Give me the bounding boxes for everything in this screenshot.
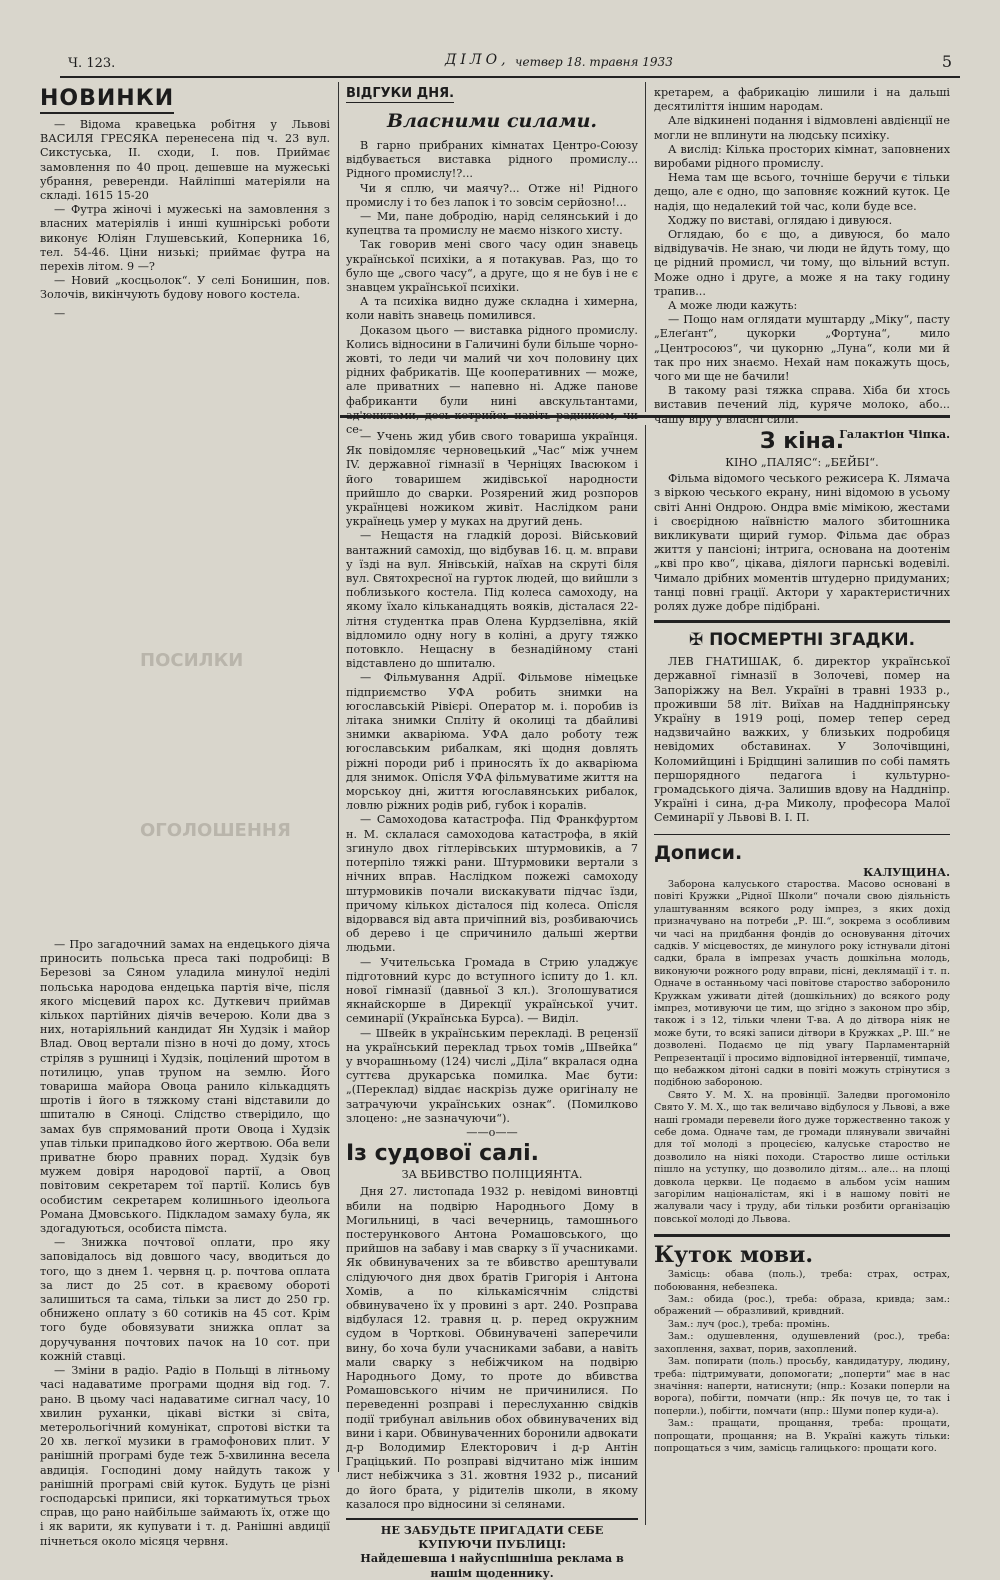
language-corner (654, 1234, 950, 1455)
commentary-section (346, 86, 638, 437)
article-paragraph: — Пощо нам оглядати муштарду „Міку“, пасту „Елеґант“, цукорки „Фортуна“, мило „Центросоюз“, чи цукорню „Луна“, коли ми й так про них знаємо. Нехай нам покажуть щось, чого ми ще не бачили! (654, 313, 950, 384)
issue-number: Ч. 123. (68, 56, 116, 71)
language-entry: Зам.: обида (рос.), треба: образа, кривда; зам.: ображений — образливий, кривдний. (654, 1294, 950, 1318)
show-through-text: ПОСИЛКИ (140, 650, 244, 671)
section-title: НОВИНКИ (40, 86, 174, 114)
article-paragraph: Ходжу по виставі, оглядаю і дивуюся. (668, 213, 893, 227)
news-section-lower (40, 938, 330, 1549)
news-section (40, 86, 330, 321)
show-through-text: ОГОЛОШЕННЯ (140, 820, 291, 841)
court-headline: Із судової салі. (346, 1141, 540, 1167)
article-paragraph: Нема там ще всього, точніше беручи є тільки дещо, але є одно, що заповняє кожний куток. Це надія, що недалекий той час, коли буде все. (654, 171, 950, 213)
news-item: — Знижка почтової оплати, про яку заповідалось від довшого часу, вводиться до того, що з днем 1. червня ц. р. почтова оплата за лист до 25 сот. в краєвому обороті залишиться та сама, тільки за лист до 250 гр. обнижено оплату з 60 сотиків на 45 сот. Крім того буде обовязувати знижка оплат за доручування почтових пачок на 10 сот. при кожній ставці. (40, 1236, 330, 1363)
separator-dash: — (54, 306, 66, 320)
news-item: — Новий „косцьолок“. У селі Бонишин, пов. Золочів, викінчують будову нового костела. (40, 274, 330, 302)
article-paragraph: А вислід: Кілька просторих кімнат, заповнених виробами рідного промислу. (654, 142, 950, 171)
correspondence-place: КАЛУЩИНА. (863, 864, 950, 879)
news-item: — Нещастя на гладкій дорозі. Військовий вантажний самохід, що відбував 16. ц. м. вправи у їзді на вул. Янівській, наїхав на скруті біля вул. Святохресної на гурток людей, що вийшли з поблизького костела. Під колеса самоходу, на якому їхало кільканадцять вояків, дісталася 22-літня студентка прав Олена Курдзелівна, якій відломило одну ногу в коліні, а другу тяжко потовкло. Нещасну в безнадійному стані відставлено до шпиталю. (346, 529, 638, 671)
language-entry: Зам. попирати (поль.) просьбу, кандидатуру, людину, треба: підтримувати, допомогати; „поперти“ має в нас значіння: наперти, натиснути; (нпр.: Козаки поперли на ворога), побігти, помчати (нпр.: Як почув це, то так і поперли.), побігти, помчати (нпр.: Шуми попер куди-а). (654, 1356, 950, 1417)
separator: ——o—— (466, 1125, 518, 1139)
correspondence-item: Свято У. М. Х. на провінції. Заледви прогомоніло Свято У. М. Х., що так величаво відбулося у Львові, а вже наші громади перевели його дуже торжественно також у себе дома. Одначе там, де громади плянували звичайні для тої молоді з процесією, калуське староство не дозволило на ніякі походи. Староство лише остільки пішло на уступку, що дозволило дітям... але... на площі довкола церкви. Це подаємо в альбом усім нашим загорілим націоналістам, які і в нашому повіті не жалували часу і труду, аби тільки розбити організацію повської молоді до Львова. (654, 1089, 950, 1225)
article-paragraph: Чи я сплю, чи маячу?... Отже ні! Рідного промислу і то без лапок і то зовсім серйозно!... (346, 181, 638, 209)
article-paragraph: Доказом цього — виставка рідного промислу. Колись відносини в Галичині були більше чорно-жовті, то леди чи малий чи хоч половину цих рідних фабрикатів. Ще кооперативних — може, але приватних — напевно ні. Адже панове фабриканти були нині авскультантами, ад'юнктами, десь-котрийсь навіть радником, чи се- (346, 323, 638, 437)
cinema-review: Фільма відомого чеського режисера К. Лямача з віркою чеського екрану, нині відомою в усьому світі Анні Ондрою. Ондра вміє мімікою, жестами і своєрідною наївністю малого збитошника викликувати щирий гумор. Фільма дає образ життя у пансіоні; інтрига, основана на доотенім „кві про кво“, цікава, діялоги парнські водевілі. Чимало дрібних моментів штудерно придуманих; танці повні грації. Актори у характеристичних ролях дуже добре підібрані. (654, 472, 950, 614)
correspondence-item: Заборона калуського староства. Масово основані в повіті Кружки „Рідної Школи“ почали свою діяльність улаштуванням всякого роду імпрез, з яких дохід призначувано на потреби „Р. Ш.“, зокрема з особливим чи часі на придбання фондів до основування діточих садків. У місцевостях, де минулого року істнували дітоні садки, брала в імпрезах участь дошкільна молодь, виконуючи рожного роду вправи, пісні, деклямації і т. п. Одначе в останньому часі повітове староство заборонило Кружкам уживати дітей (дошкільних) до всякого роду імпрез, мотивуючи це тим, що згідно з законом про збір, також і з 12, тільки члени Т-ва. А до дітвора ніяк не може бути, то всякі записи дітвори в Кружках „Р. Ш.“ не дозволені. Подаємо це під увагу Парламентарній Репрезентації і просимо відповідної інтервенції, тимпаче, що небажком дітоні садки в повіті можуть стрінутися з подібною забороною. (654, 878, 950, 1089)
article-headline: Власними силами. (386, 110, 598, 132)
news-item: — Зміни в радіо. Радіо в Польщі в літньому часі надаватиме програми щодня від год. 7. рано. В цьому часі надаватиме сигнал часу, 10 хвилин руханки, цікаві вістки зі світа, метерольогічний комунікат, спротові вістки та 20 хв. легкої музики в грамофонових плит. У ранішній програмі буде теж 5-хвилинна весела авдиція. Господині дому найдуть також у ранішній програмі свій куток. Будуть це різні господарські приписи, які торкатимуться трьох справ, що рано найбільше займають їх, отже що і як варити, як купувати і т. д. Ранішні авдиції пічнеться около місяця червня. (40, 1364, 330, 1548)
article-paragraph: В такому разі тяжка справа. Хіба би хтось виставив печений лід, куряче молоко, або... чашу віру у власні сили. (654, 384, 950, 426)
language-entry: Зам.: одушевлення, одушевлений (рос.), треба: захоплення, захват, порив, захоплений. (654, 1331, 950, 1355)
column-divider (645, 82, 646, 412)
obituary-title: ПОСМЕРТНІ ЗГАДКИ. (709, 630, 916, 651)
language-entry: Зам.: пращати, прощання, треба: прощати, попрощати, прощання; на В. Україні кажуть тільки: попрощаться з чим, замісць галицького: прощати кого. (654, 1418, 950, 1454)
page-header (60, 52, 960, 74)
article-paragraph: кретарем, а фабрикацію лишили і на дальші десятиліття іншим народам. (654, 86, 950, 114)
language-corner-title: Куток мови. (654, 1242, 813, 1269)
cross-icon: ✠ (688, 630, 704, 651)
obituary-text: ЛЕВ ГНАТИШАК, б. директор української державної гімназії в Золочеві, помер на Запоріжжу на Вел. Україні в травні 1933 р., проживши 58 літ. Виїхав на Наддніпрянську Україну в 1919 році, помер тепер серед надзвичайно важких, у близьких подробиця невідомих обставинах. У Золочівщині, Коломийщині і Брідщині залишив по собі память першорядного педагога і культурно-громадського діяча. Залишив вдову на Наддніпр. Україні і сина, д-ра Миколу, професора Малої Семинарії у Львові В. І. П. (654, 655, 950, 825)
page-number: 5 (941, 52, 952, 71)
issue-date: четвер 18. травня 1933 (515, 55, 673, 69)
right-column (654, 428, 950, 1455)
article-paragraph: А та психіка видно дуже складна і химерна, коли навіть знавець помилився. (346, 295, 638, 323)
news-item: — Фільмування Адрії. Фільмове німецьке підприємство УФА робить знимки на югославській Рівієрі. Оператор м. і. поробив із літака знимки Спліту й околиці та дбайливі знимки акваріюма. УФА дало роботу теж югославським рибалкам, які щодня довлять ріжні породи риб і приносять їх до акваріюма для знимок. Опісля УФА фільмуватиме життя на морськоу дні, життя югославянських рибалок, ловлю ріжних родів риб, губок і коралів. (346, 671, 638, 813)
correspondence-section (654, 834, 950, 1227)
cinema-headline: З кіна. (759, 429, 845, 454)
column-divider (645, 425, 646, 1525)
news-item: — Швейк в українським перекладі. В рецензії на український переклад трьох томів „Швейка“ у вчорашньому (124) числі „Діла“ вкралася одна суттєва друкарська помилка. Має бути: „(Переклад) віддає наскрізь дуже оригіналу не затрачуючи українських ознак“. (Помилково злоцено: „не зазначуючи“). (346, 1026, 638, 1125)
middle-news (346, 430, 638, 1580)
language-entry: Зам.: луч (рос.), треба: промінь. (668, 1318, 830, 1330)
ad-text: Найдешевша і найуспішніша реклама в нашім щоденнику. (360, 1551, 624, 1580)
article-paragraph: Так говорив мені свого часу один знавець української психіки, а я потакував. Раз, що то було ще „свого часу“, а друге, що я не був і не є знавцем української психіки. (346, 238, 638, 295)
ad-headline: НЕ ЗАБУДЬТЕ ПРИГАДАТИ СЕБЕ КУПУЮЧИ ПУБЛИЦІ: (380, 1523, 604, 1552)
court-article: Дня 27. листопада 1932 р. невідомі виновтці вбили на подвірю Народнього Дому в Могильниці, в часі вечерниць, тамошнього постерункового Антона Ромашовського, що прийшов на забаву і мав сварку з її учасниками. Як обвинувачених за те вбивство арештували слідуючого дня двох братів Григорія і Антона Хомів, а по кількамісячнім слідстві обвинувачено їх у провині з арт. 240. Розправа відбулася 12. травня ц. р. перед окружним судом в Чорткові. Обвинувачені заперечили вину, бо хоча були учасниками забави, а навіть мали сварку з небіжчиком на подвірю Народнього Дому, то проте до вбивства Ромашовського нічим не причинилися. По переведенні розправі і переслуханню свідків події трибунал авільнив обох обвинувачених від вини і кари. Обвинуваченних боронили адвокати д-р Володимир Електорович і д-р Антін Граціцький. По розправі відчитано між іншим лист небіжчика з 31. жовтня 1932 р., писаний до його брата, у рідителів школи, в якому казалося про відносини зі селянами. (346, 1185, 638, 1511)
language-entry: Замісць: обава (поль.), треба: страх, острах, побоювання, небезпека. (654, 1269, 950, 1293)
commentary-continued (654, 86, 950, 441)
header-rule (60, 76, 960, 78)
news-item: — Учительська Громада в Стрию уладжує підготовний курс до вступного іспиту до 1. кл. нової гімназії (давньої 3 кл.). Зголошуватися якнайскорше в Дирекції української учит. семинарії (Українська Бурса). — Виділ. (346, 955, 638, 1026)
news-item: — Про загадочний замах на ендецького діяча приносить польська преса такі подробиці: В Березові за Сяном уладила минулої неділі польська народова ендецька партія віче, після якого місцевий парох кс. Дуткевич приймав кількох партійних діячів вечерою. Коли два з них, нотаріяльний кандидат Ян Худзік і майор Влад. Овоц вертали пізно в ночі до дому, хтось стріляв з рушниці і Худзік, поцілений шротом в потилицю, упав трупом на землю. Його товариша майора Овоца ранило кількадцять шротів і його в тяжкому стані відставили до шпиталю в Сяноці. Слідство стверідило, що замах був спрямований проти Овоца і Худзік упав тільки припадково його жертвою. Оба вели приватне бюро правних порад. Худзік був мужем довіря народової партії, а Овоц повітовим секретарем тої партії. Колись був особистим секретарем колишнього ідеольога Романа Дмовського. Підкладом замаху була, як здогадуються, особиста пімста. (40, 938, 330, 1236)
section-title: ВІДГУКИ ДНЯ. (346, 86, 455, 101)
article-paragraph: Але відкинені подання і відмовлені авдієнції не могли не вплинути на людську психіку. (654, 114, 951, 142)
column-divider (338, 82, 339, 1472)
news-item: — Відома кравецька робітня у Львові ВАСИЛЯ ГРЕСЯКА перенесена під ч. 23 вул. Сикстуська, II. сходи, I. пов. Приймає замовлення по 40 проц. дешевше на мужеські убрання, реверенди. Найліпші матеріяли на складі. 1615 15-20 (40, 118, 330, 203)
court-subheadline: ЗА ВБИВСТВО ПОЛІЦИЯНТА. (401, 1168, 583, 1182)
author-signature: Галактіон Чіпка. (839, 426, 950, 441)
obituary-section (654, 620, 950, 825)
ad-box (346, 1518, 638, 1580)
article-paragraph: — Ми, пане добродію, нарід селянський і до купецтва та промислу не маємо нізкого хисту. (346, 210, 638, 238)
correspondence-title: Дописи. (654, 841, 743, 864)
article-paragraph: Оглядаю, бо є що, а дивуюся, бо мало відвідувачів. Не знаю, чи люди не йдуть тому, що це рідний промисл, чи тому, що вільний вступ. Може одно і друге, а може я на таку годину трапив... (654, 228, 950, 298)
paper-title: ДІЛО, (445, 52, 510, 68)
obituary-header (654, 629, 950, 651)
news-item: — Учень жид убив свого товариша українця. Як повідомляє черновецький „Час“ між учнем IV. державної гімназії в Черніцях Івасюком і його товаришем жидівської народности прийшло до сварки. Розярений жид розпоров українцеві ножиком живіт. Наслідком рани українець умер у муках на другий день. (346, 430, 638, 529)
article-paragraph: А може люди кажуть: (668, 299, 798, 313)
cinema-subheadline: КІНО „ПАЛЯС“: „БЕЙБІ“. (725, 456, 879, 469)
news-item: — Футра жіночі і мужеські на замовлення з власних матеріялів і инші кушнірські роботи виконує Юліян Глушевський, Коперника 16, тел. 54-46. Ціни низькі; приймає футра на перехів літом. 9 —? (40, 203, 330, 274)
article-paragraph: В гарно прибраних кімнатах Центро-Союзу відбувається виставка рідного промислу... Рідного промислу!?... (346, 139, 638, 181)
news-item: — Самоходова катастрофа. Під Франкфуртом н. М. склалася самоходова катастрофа, в якій згинуло двох гітлерівських штурмовиків, а 7 потерпіло тяжкі рани. Штурмовики вертали з нічних вправ. Наслідком пожежі самоходу штурмовиків почали вискакувати підчас їзди, причому кількох дісталося під колеса. Опісля відорвався від авта причіпний віз, розбиваючись об дерево і це спричинило дальші жертви людьми. (346, 813, 638, 955)
